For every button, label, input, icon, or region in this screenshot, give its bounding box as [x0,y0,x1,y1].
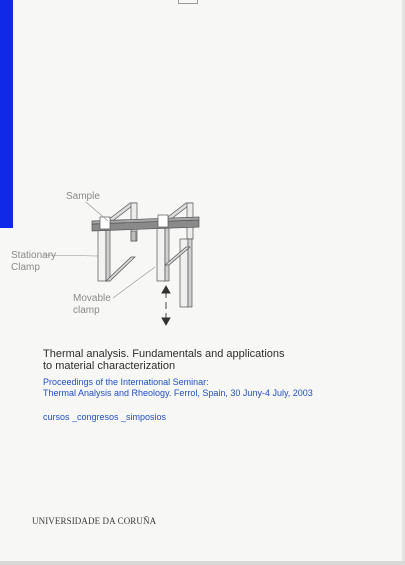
label-stationary: Stationary [11,250,57,261]
book-title-line-1: Thermal analysis. Fundamentals and applications [43,348,285,360]
book-title-line-2: to material characterization [43,360,176,372]
publisher-name: UNIVERSIDADE DA CORUÑA [32,516,157,526]
cover-bottom-edge [0,561,405,565]
label-movable: Movable [73,293,111,304]
proceedings-line-1: Proceedings of the International Seminar: [43,377,209,387]
top-notch [178,0,198,4]
label-sample: Sample [66,191,100,202]
dma-clamp-figure [0,185,240,335]
label-movable-clamp: clamp [73,305,100,316]
proceedings-line-2: Thermal Analysis and Rheology. Ferrol, Spain, 30 Juny-4 July, 2003 [43,388,313,398]
series-name: cursos _congresos _simposios [43,412,167,422]
label-stationary-clamp: Clamp [11,262,40,273]
